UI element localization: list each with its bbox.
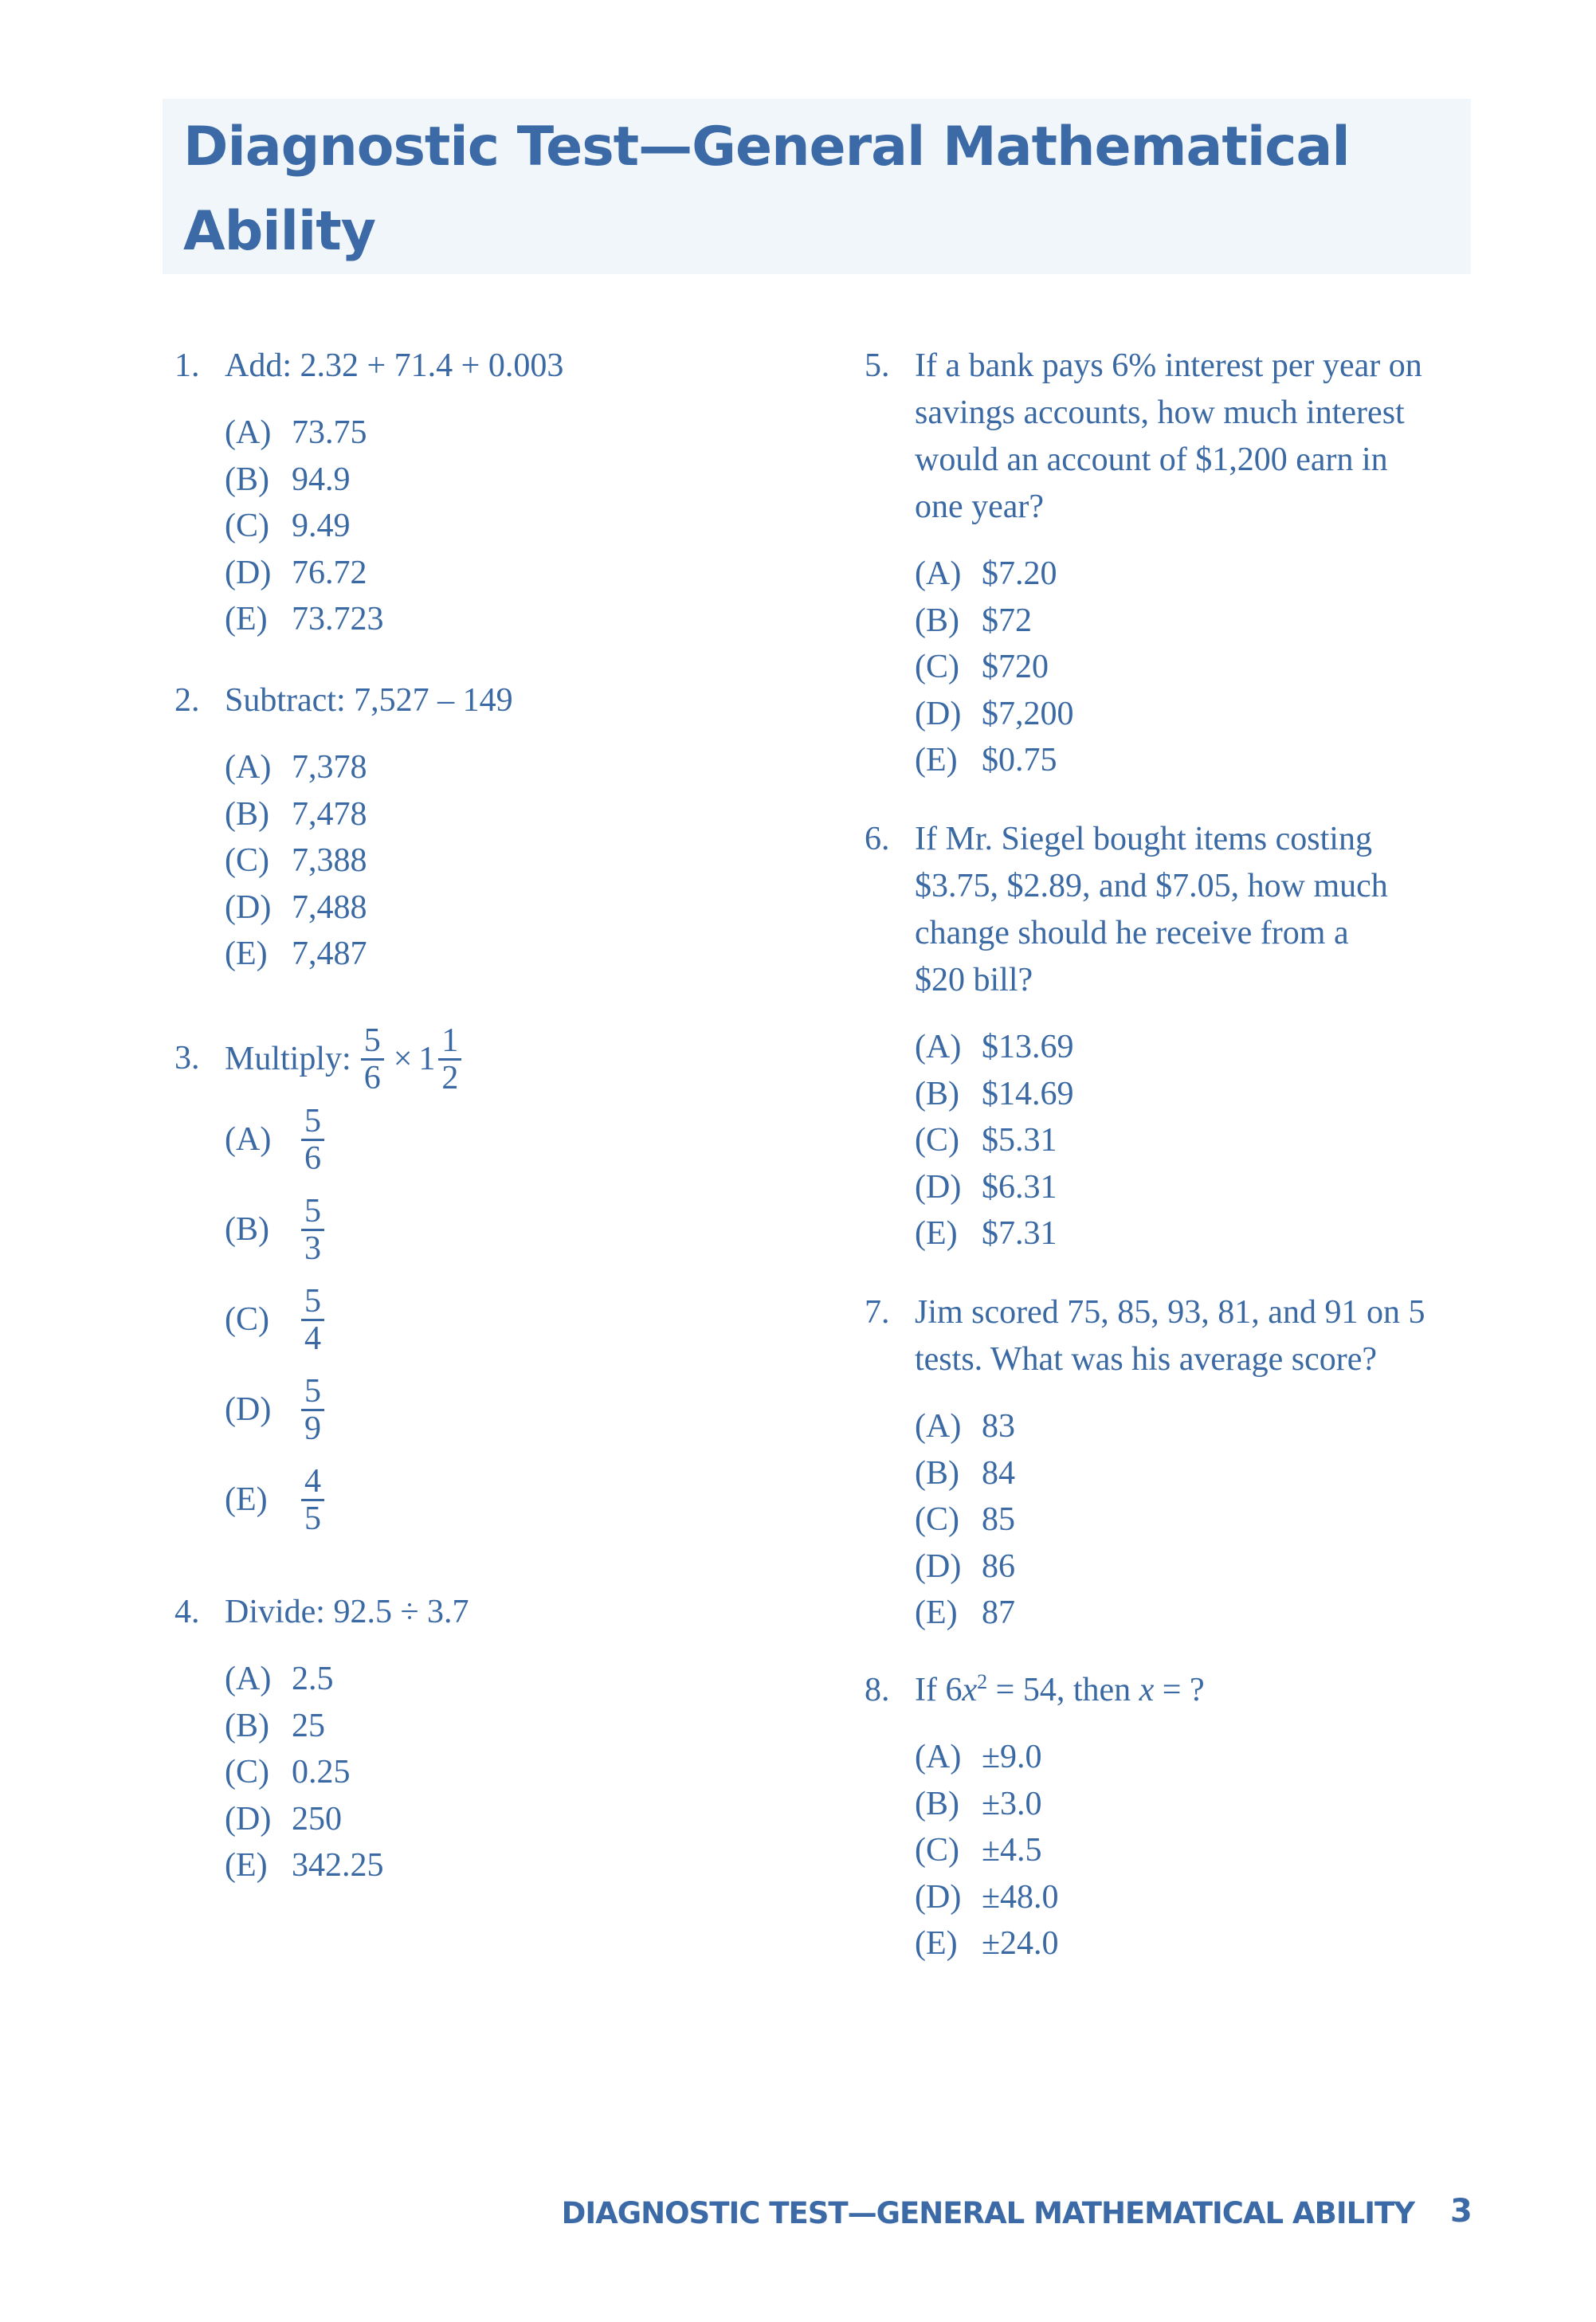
answer-option[interactable] [225,550,563,597]
answer-option[interactable] [225,410,563,457]
answer-option[interactable] [915,644,1422,691]
answer-option[interactable] [915,1543,1425,1590]
numerator: 5 [361,1023,384,1061]
answer-options [865,551,1422,784]
answer-option[interactable] [225,1796,469,1843]
question-number: 2. [175,682,200,719]
option-letter: (D) [915,695,962,732]
option-letter: (D) [225,1800,272,1838]
question-text-line: If a bank pays 6% interest per year on [915,347,1422,384]
option-letter: (E) [915,1215,958,1252]
denominator: 4 [304,1320,321,1357]
question-text-line: Add: 2.32 + 71.4 + 0.003 [225,347,564,384]
answer-option[interactable] [915,737,1422,784]
answer-option[interactable] [915,1734,1205,1781]
answer-options [175,744,513,978]
option-letter: (C) [225,842,269,879]
option-letter: (A) [225,1121,272,1158]
question-text-line: Subtract: 7,527 – 149 [225,682,513,719]
question-number: 4. [175,1594,200,1630]
numerator: 5 [301,1284,324,1321]
question-5 [865,343,1422,784]
answer-option[interactable] [915,1210,1388,1257]
answer-option[interactable] [225,1185,465,1275]
option-letter: (B) [915,1785,959,1822]
question-number: 3. [175,1040,200,1077]
option-letter: (C) [915,1832,959,1869]
option-letter: (B) [225,795,269,833]
option-value: 7,388 [292,842,367,879]
question-number: 1. [175,347,200,384]
option-letter: (D) [915,1878,962,1916]
numerator: 5 [301,1194,324,1231]
question-6 [865,816,1388,1257]
option-value: 2.5 [292,1661,334,1697]
option-value: 7,488 [292,888,367,926]
answer-option[interactable] [915,551,1422,598]
answer-option[interactable] [915,1827,1205,1874]
question-text-line: $3.75, $2.89, and $7.05, how much [915,868,1388,904]
answer-option[interactable] [225,457,563,504]
question-text-line: tests. What was his average score? [915,1341,1378,1378]
option-letter: (C) [915,1501,959,1538]
option-value: $5.31 [982,1122,1057,1159]
variable-x: x [1139,1672,1155,1708]
option-value: $720 [982,649,1049,685]
option-letter: (A) [915,555,962,592]
option-value: $7.20 [982,555,1057,592]
option-value: 7,378 [292,749,367,786]
denominator: 9 [304,1410,321,1447]
whole-number: 1 [418,1040,436,1077]
option-letter: (B) [915,1454,959,1492]
option-letter: (E) [915,742,958,779]
answer-options [175,410,563,643]
answer-option[interactable] [915,1874,1205,1921]
answer-option[interactable] [915,1496,1425,1543]
option-letter: (A) [915,1029,962,1065]
option-value: 86 [982,1547,1015,1585]
fraction [301,1464,324,1536]
answer-option[interactable] [915,1920,1205,1967]
fraction [301,1104,324,1176]
question-stem [865,816,1388,1004]
answer-option[interactable] [225,931,513,978]
question-1 [175,343,563,643]
option-letter: (C) [225,1754,269,1791]
answer-option[interactable] [915,1024,1388,1071]
exponent: 2 [977,1670,988,1693]
question-number: 6. [865,821,890,857]
fraction [438,1023,461,1096]
option-value: 85 [982,1501,1015,1538]
answer-option[interactable] [915,691,1422,738]
title-line-1: Diagnostic Test—General Mathematical [183,116,1350,178]
question-stem [175,1589,469,1636]
option-value: ±24.0 [982,1925,1059,1962]
answer-option[interactable] [225,1703,469,1750]
answer-option[interactable] [915,1450,1425,1497]
option-letter: (E) [915,1594,958,1631]
eq-text: = 54, then [987,1672,1139,1708]
answer-option[interactable] [225,744,513,791]
question-text: Multiply: [225,1040,351,1077]
question-stem [175,1023,465,1095]
option-letter: (D) [225,1391,272,1428]
denominator: 6 [363,1059,381,1096]
option-value: 84 [982,1454,1015,1492]
fraction [361,1023,384,1096]
question-number: 7. [865,1294,890,1331]
title-line-2: Ability [183,200,376,263]
option-value: 94.9 [292,461,351,498]
fraction [301,1374,324,1446]
question-text-line: savings accounts, how much interest [915,394,1405,431]
option-letter: (A) [225,414,272,451]
option-letter: (A) [915,1739,962,1775]
question-text-line: would an account of $1,200 earn in [915,441,1388,478]
option-value: ±9.0 [982,1739,1042,1775]
option-value: 9.49 [292,508,351,544]
option-letter: (B) [915,1075,959,1112]
answer-option[interactable] [225,1842,469,1889]
answer-option[interactable] [225,884,513,932]
question-number: 8. [865,1672,890,1708]
fraction [301,1194,324,1266]
option-letter: (A) [225,1661,272,1697]
option-letter: (B) [225,1211,269,1248]
question-stem [865,1667,1205,1714]
eq-text: If 6 [915,1672,963,1708]
fraction [301,1284,324,1356]
question-text-line [915,1667,1205,1714]
option-value: ±3.0 [982,1785,1042,1822]
numerator: 5 [301,1374,324,1411]
answer-option[interactable] [915,1781,1205,1828]
answer-option[interactable] [915,1590,1425,1637]
option-letter: (C) [225,508,269,544]
answer-options [865,1734,1205,1967]
option-letter: (E) [225,935,268,972]
question-stem [865,343,1422,531]
question-text-line: one year? [915,488,1045,525]
question-3 [175,1023,465,1545]
option-value: $0.75 [982,742,1057,779]
eq-text: = ? [1154,1672,1205,1708]
question-8 [865,1667,1205,1967]
answer-option[interactable] [225,1095,465,1185]
question-number: 5. [865,347,890,384]
option-letter: (A) [915,1408,962,1445]
question-stem [175,343,563,390]
option-letter: (E) [225,601,268,637]
denominator: 6 [304,1140,321,1177]
question-4 [175,1589,469,1889]
option-letter: (B) [225,461,269,498]
answer-option[interactable] [225,791,513,838]
option-value: 7,478 [292,795,367,833]
option-letter: (C) [225,1301,269,1338]
option-value: $6.31 [982,1168,1057,1206]
question-7 [865,1289,1425,1637]
running-footer: DIAGNOSTIC TEST—GENERAL MATHEMATICAL ABILITY [561,2196,1414,2230]
question-text-line: change should he receive from a [915,915,1349,951]
option-letter: (A) [225,749,272,786]
option-value: 342.25 [292,1847,384,1884]
answer-option[interactable] [225,1365,465,1455]
option-value: 76.72 [292,554,367,591]
option-value: 250 [292,1800,342,1838]
answer-option[interactable] [915,598,1422,645]
answer-option[interactable] [225,1275,465,1365]
numerator: 4 [301,1464,324,1501]
answer-option[interactable] [225,1455,465,1545]
option-value: 25 [292,1707,325,1744]
numerator: 1 [438,1023,461,1061]
answer-options [865,1403,1425,1637]
option-letter: (B) [915,602,959,639]
option-letter: (D) [225,888,272,926]
question-text-line: Divide: 92.5 ÷ 3.7 [225,1594,469,1630]
option-letter: (E) [915,1925,958,1962]
answer-options [175,1095,465,1545]
answer-option[interactable] [225,503,563,550]
question-2 [175,677,513,978]
answer-option[interactable] [915,1117,1388,1164]
option-letter: (C) [915,649,959,685]
denominator: 3 [304,1230,321,1267]
answer-option[interactable] [225,1749,469,1796]
question-text-line: If Mr. Siegel bought items costing [915,821,1372,857]
option-letter: (E) [225,1481,268,1518]
option-letter: (D) [915,1547,962,1585]
option-value: $7,200 [982,695,1074,732]
question-stem [175,677,513,724]
answer-option[interactable] [225,596,563,643]
option-value: 83 [982,1408,1015,1445]
denominator: 5 [304,1500,321,1537]
option-value: 73.723 [292,601,384,637]
page-number: 3 [1450,2193,1472,2230]
option-value: 73.75 [292,414,367,451]
variable-x: x [962,1672,978,1708]
numerator: 5 [301,1104,324,1141]
option-letter: (D) [225,554,272,591]
answer-option[interactable] [915,1403,1425,1450]
question-stem [865,1289,1425,1383]
question-text-line: $20 bill? [915,962,1033,998]
answer-option[interactable] [225,1656,469,1703]
answer-options [175,1656,469,1889]
answer-option[interactable] [225,837,513,884]
option-value: $14.69 [982,1075,1074,1112]
option-letter: (D) [915,1168,962,1206]
page-title [183,105,1426,274]
option-value: ±48.0 [982,1878,1059,1916]
answer-option[interactable] [915,1071,1388,1118]
answer-options [865,1024,1388,1257]
option-value: $72 [982,602,1032,639]
option-value: ±4.5 [982,1832,1042,1869]
answer-option[interactable] [915,1164,1388,1211]
question-text-line: Jim scored 75, 85, 93, 81, and 91 on 5 [915,1294,1425,1331]
option-letter: (E) [225,1847,268,1884]
option-value: 7,487 [292,935,367,972]
option-value: $7.31 [982,1215,1057,1252]
times-sign: × [393,1040,413,1077]
option-letter: (B) [225,1707,269,1744]
denominator: 2 [441,1059,459,1096]
option-value: 87 [982,1594,1015,1631]
option-value: $13.69 [982,1029,1074,1065]
option-letter: (C) [915,1122,959,1159]
option-value: 0.25 [292,1754,351,1791]
